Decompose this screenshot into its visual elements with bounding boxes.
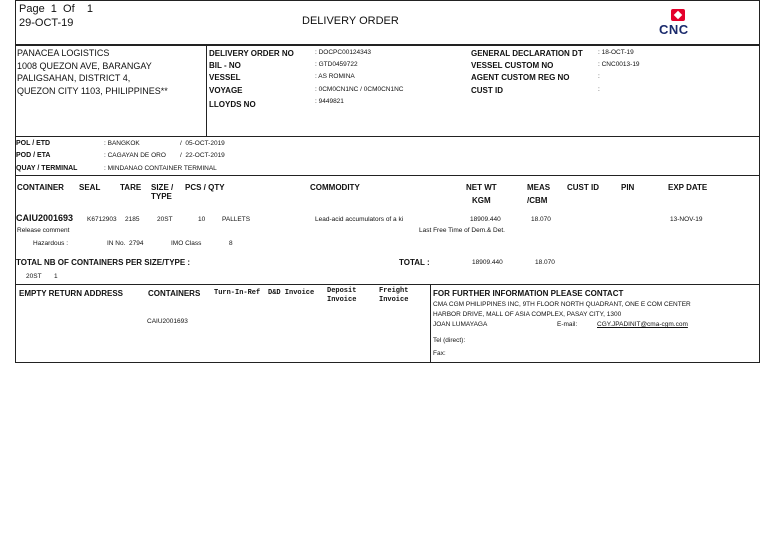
consignee-address-2: PALIGSAHAN, DISTRICT 4, bbox=[17, 73, 131, 83]
col-seal: SEAL bbox=[79, 183, 101, 192]
email-label: E-mail: bbox=[557, 321, 578, 328]
divider bbox=[15, 175, 760, 176]
pol-value: : BANGKOK bbox=[104, 140, 140, 147]
lloyds-label: LLOYDS NO bbox=[209, 100, 256, 109]
pod-date: / 22-OCT-2019 bbox=[180, 152, 225, 159]
vessel-label: VESSEL bbox=[209, 73, 241, 82]
col-cbm: /CBM bbox=[527, 196, 548, 205]
vessel-value: : AS ROMINA bbox=[315, 73, 355, 80]
commodity-value: Lead-acid accumulators of a ki bbox=[315, 216, 404, 223]
divider bbox=[430, 284, 431, 363]
brand-logo: CNC bbox=[659, 22, 689, 37]
empty-containers-label: CONTAINERS bbox=[148, 289, 201, 298]
seal-number: K6712903 bbox=[87, 216, 117, 223]
gd-label: GENERAL DECLARATION DT bbox=[471, 49, 583, 58]
col-meas: MEAS bbox=[527, 183, 551, 192]
col-container: CONTAINER bbox=[17, 183, 64, 192]
imo-class-value: 8 bbox=[229, 240, 233, 247]
quay-value: : MINDANAO CONTAINER TERMINAL bbox=[104, 165, 217, 172]
lloyds-value: : 9449821 bbox=[315, 98, 344, 105]
cust-id-label: CUST ID bbox=[471, 86, 503, 95]
pol-label: POL / ETD bbox=[16, 140, 51, 147]
cnc-logo-icon bbox=[671, 9, 685, 21]
cust-id-value: : bbox=[598, 86, 600, 93]
do-value: : DOCPC00124343 bbox=[315, 49, 372, 56]
pcs-value: 10 bbox=[198, 216, 206, 223]
print-date: 29-OCT-19 bbox=[19, 17, 74, 29]
size-type-value: 20ST bbox=[157, 216, 173, 223]
col-exp-date: EXP DATE bbox=[668, 183, 708, 192]
bl-label: BIL - NO bbox=[209, 61, 241, 70]
contact-address-1: CMA CGM PHILIPPINES INC, 9TH FLOOR NORTH QUADRANT, ONE E COM CENTER bbox=[433, 301, 691, 308]
total-meas: 18.070 bbox=[535, 259, 555, 266]
exp-date-value: 13-NOV-19 bbox=[670, 216, 703, 223]
turn-in-ref-label: Turn-In-Ref bbox=[214, 289, 261, 297]
col-tare: TARE bbox=[120, 183, 142, 192]
page-number: Page 1 Of 1 bbox=[19, 3, 93, 15]
col-pin: PIN bbox=[621, 183, 635, 192]
vessel-custom-label: VESSEL CUSTOM NO bbox=[471, 61, 554, 70]
agent-reg-label: AGENT CUSTOM REG NO bbox=[471, 73, 570, 82]
empty-container-number: CAIU2001693 bbox=[147, 318, 188, 325]
tare-value: 2185 bbox=[125, 216, 140, 223]
meas-value: 18.070 bbox=[531, 216, 551, 223]
qty-unit: PALLETS bbox=[222, 216, 251, 223]
divider bbox=[15, 136, 760, 137]
dd-invoice-label: D&D Invoice bbox=[268, 289, 315, 297]
col-commodity: COMMODITY bbox=[310, 183, 360, 192]
pol-date: / 05-OCT-2019 bbox=[180, 140, 225, 147]
consignee-address-3: QUEZON CITY 1103, PHILIPPINES** bbox=[17, 86, 168, 96]
fax-label: Fax: bbox=[433, 350, 446, 357]
size-type-count-type: 20ST bbox=[26, 273, 42, 280]
col-type: TYPE bbox=[151, 192, 172, 201]
container-number: CAIU2001693 bbox=[16, 213, 74, 223]
consignee-address-1: 1008 QUEZON AVE, BARANGAY bbox=[17, 61, 152, 71]
tel-label: Tel (direct): bbox=[433, 337, 466, 344]
page-title: DELIVERY ORDER bbox=[302, 15, 399, 27]
voyage-label: VOYAGE bbox=[209, 86, 243, 95]
contact-title: FOR FURTHER INFORMATION PLEASE CONTACT bbox=[433, 289, 624, 298]
pod-label: POD / ETA bbox=[16, 152, 51, 159]
pod-value: : CAGAYAN DE ORO bbox=[104, 152, 166, 159]
in-number: IN No. 2794 bbox=[107, 240, 144, 247]
deposit-invoice-label-2: Invoice bbox=[327, 296, 357, 304]
imo-class-label: IMO Class bbox=[171, 240, 202, 247]
do-label: DELIVERY ORDER NO bbox=[209, 49, 294, 58]
last-free-time: Last Free Time of Dem.& Det. bbox=[419, 227, 505, 234]
gd-value: : 18-OCT-19 bbox=[598, 49, 634, 56]
bl-value: : GTD0459722 bbox=[315, 61, 358, 68]
total-weight: 18909.440 bbox=[472, 259, 503, 266]
freight-invoice-label-2: Invoice bbox=[379, 296, 409, 304]
agent-reg-value: : bbox=[598, 73, 600, 80]
size-type-count: 1 bbox=[54, 273, 58, 280]
email-link[interactable]: CGY.JPADINIT@cma-cgm.com bbox=[597, 321, 688, 328]
vessel-custom-value: : CNC0013-19 bbox=[598, 61, 640, 68]
col-cust-id: CUST ID bbox=[567, 183, 599, 192]
release-comment: Release comment bbox=[17, 227, 70, 234]
hazard-label: Hazardous : bbox=[33, 240, 69, 247]
voyage-value: : 0CM0CN1NC / 0CM0CN1NC bbox=[315, 86, 404, 93]
deposit-invoice-label-1: Deposit bbox=[327, 287, 357, 295]
col-net-wt: NET WT bbox=[466, 183, 497, 192]
total-label: TOTAL : bbox=[399, 258, 430, 267]
empty-return-label: EMPTY RETURN ADDRESS bbox=[19, 289, 124, 298]
net-wt-value: 18909.440 bbox=[470, 216, 501, 223]
consignee-name: PANACEA LOGISTICS bbox=[17, 48, 110, 58]
divider bbox=[15, 284, 760, 285]
contact-address-2: HARBOR DRIVE, MALL OF ASIA COMPLEX, PASAY CITY, 1300 bbox=[433, 311, 622, 318]
total-containers-label: TOTAL NB OF CONTAINERS PER SIZE/TYPE : bbox=[16, 258, 191, 267]
divider bbox=[206, 45, 207, 136]
col-size: SIZE / bbox=[151, 183, 174, 192]
col-pcs: PCS / QTY bbox=[185, 183, 225, 192]
contact-name: JOAN LUMAYAGA bbox=[433, 321, 488, 328]
quay-label: QUAY / TERMINAL bbox=[16, 165, 78, 172]
col-kgm: KGM bbox=[472, 196, 491, 205]
freight-invoice-label-1: Freight bbox=[379, 287, 409, 295]
